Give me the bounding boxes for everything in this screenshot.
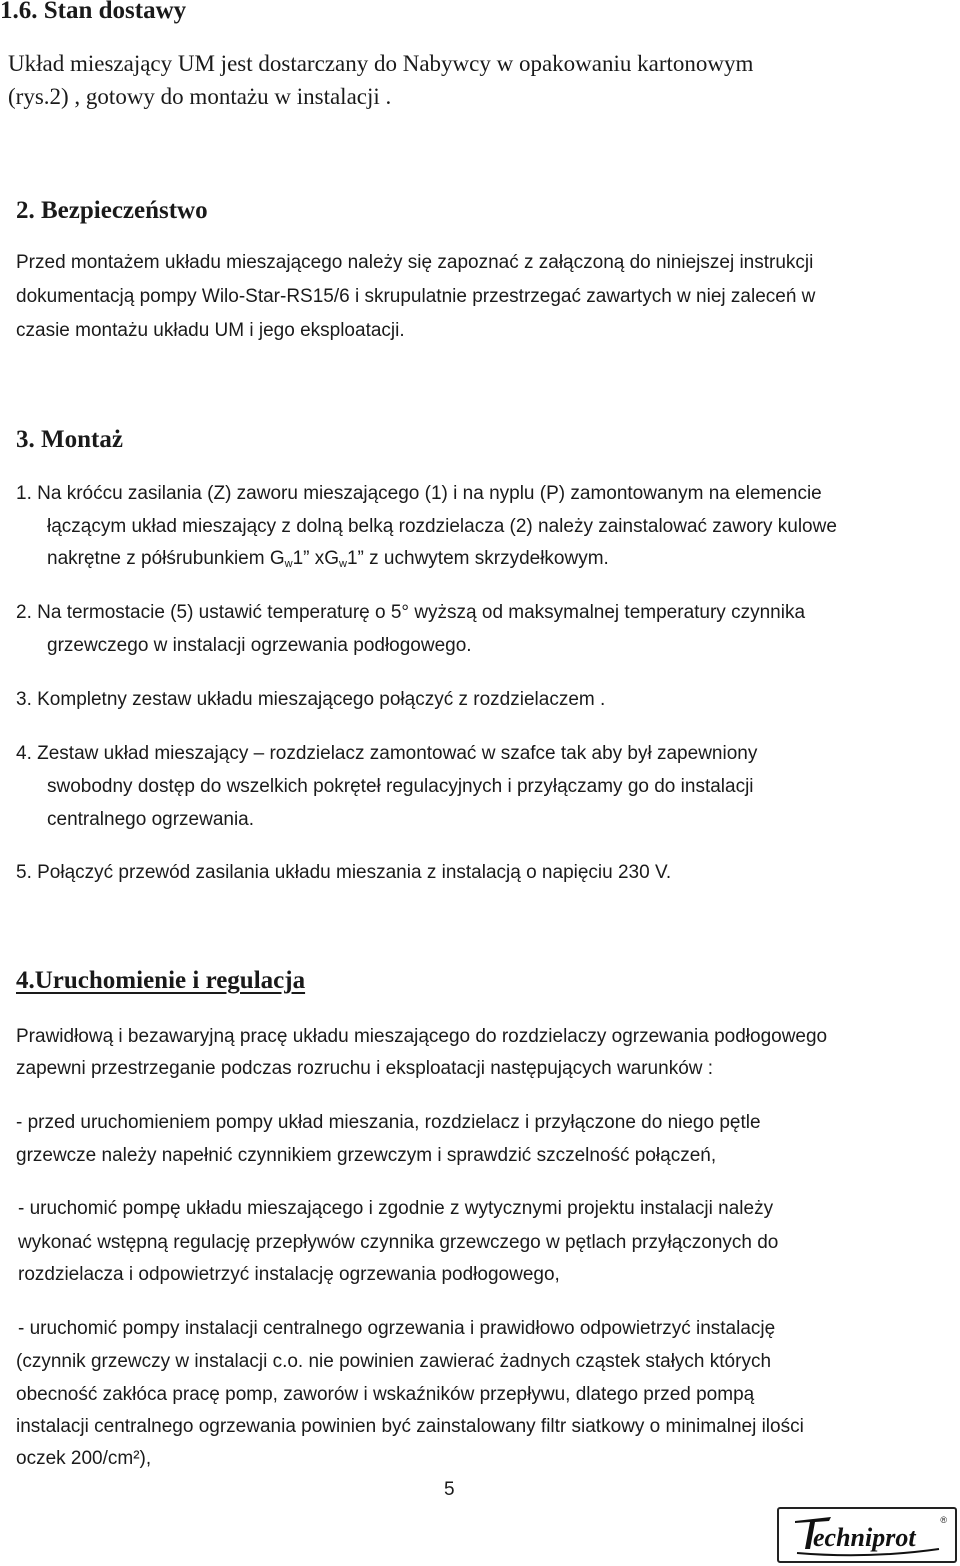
logo-mark-icon [779,1509,955,1561]
bullet-3-line-1: - uruchomić pompy instalacji centralnego ogrzewania i prawidłowo odpowietrzyć instalację [18,1318,776,1339]
section-4-heading: 4.Uruchomienie i regulacja [16,967,306,994]
bullet-1-line-2: grzewcze należy napełnić czynnikiem grzewczym i sprawdzić szczelność połączeń, [16,1145,717,1166]
section-2-line-3: czasie montażu układu UM i jego eksploatacji. [16,320,405,341]
montaz-item-1-line-1: 1. Na króćcu zasilania (Z) zaworu mieszającego (1) i na nyplu (P) zamontowanym na elemencie [16,483,822,504]
montaz-item-4-line-3: centralnego ogrzewania. [47,809,255,830]
section-4-intro-line-1: Prawidłową i bezawaryjną pracę układu mieszającego do rozdzielaczy ogrzewania podłogowego [16,1026,828,1047]
montaz-item-1-line-3: nakrętne z półśrubunkiem $G_w1$” $xG_w1$” z uchwytem skrzydełkowym. [47,548,609,570]
montaz-item-1-line-2: łączącym układ mieszający z dolną belką rozdzielacza (2) należy zainstalować zawory kulowe [47,516,837,537]
logo-registered-mark: ® [940,1515,947,1525]
svg-text:echniprot: echniprot [813,1523,916,1552]
section-2-line-1: Przed montażem układu mieszającego należy się zapoznać z załączoną do niniejszej instrukcji [16,252,814,273]
section-2-heading: 2. Bezpieczeństwo [16,197,208,224]
page-number: 5 [444,1479,455,1500]
bullet-3-line-5: oczek 200/cm²), [16,1448,152,1469]
bullet-2-line-3: rozdzielacza i odpowietrzyć instalację ogrzewania podłogowego, [18,1264,560,1285]
montaz-item-3: 3. Kompletny zestaw układu mieszającego połączyć z rozdzielaczem . [16,689,606,710]
bullet-2-line-2: wykonać wstępną regulację przepływów czynnika grzewczego w pętlach przyłączonych do [18,1232,779,1253]
bullet-3-line-3: obecność zakłóca pracę pomp, zaworów i wskaźników przepływu, dlatego przed pompą [16,1384,755,1405]
bullet-3-line-4: instalacji centralnego ogrzewania powinien być zainstalowany filtr siatkowy o minimalnej ilości [16,1416,804,1437]
section-2-line-2: dokumentacją pompy Wilo-Star-RS15/6 i skrupulatnie przestrzegać zawartych w niej zaleceń w [16,286,816,307]
techniprot-logo [777,1507,957,1563]
bullet-2-line-1: - uruchomić pompę układu mieszającego i zgodnie z wytycznymi projektu instalacji należy [18,1198,774,1219]
section-1-6-line-1: Układ mieszający UM jest dostarczany do Nabywcy w opakowaniu kartonowym [8,51,754,76]
bullet-1-line-1: - przed uruchomieniem pompy układ mieszania, rozdzielacz i przyłączone do niego pętle [16,1112,761,1133]
section-1-6-heading: 1.6. Stan dostawy [0,0,187,24]
section-3-heading: 3. Montaż [16,426,123,453]
montaz-item-4-line-1: 4. Zestaw układ mieszający – rozdzielacz zamontować w szafce tak aby był zapewniony [16,743,758,764]
montaz-item-2-line-2: grzewczego w instalacji ogrzewania podłogowego. [47,635,472,656]
montaz-item-4-line-2: swobodny dostęp do wszelkich pokręteł regulacyjnych i przyłączamy go do instalacji [47,776,754,797]
bullet-3-line-2: (czynnik grzewczy w instalacji c.o. nie powinien zawierać żadnych cząstek stałych których [16,1351,772,1372]
montaz-item-2-line-1: 2. Na termostacie (5) ustawić temperaturę o 5° wyższą od maksymalnej temperatury czynnika [16,602,806,623]
montaz-item-5: 5. Połączyć przewód zasilania układu mieszania z instalacją o napięciu 230 V. [16,862,672,883]
section-1-6-line-2: (rys.2) , gotowy do montażu w instalacji . [8,84,392,109]
section-4-intro-line-2: zapewni przestrzeganie podczas rozruchu i eksploatacji następujących warunków : [16,1058,714,1079]
